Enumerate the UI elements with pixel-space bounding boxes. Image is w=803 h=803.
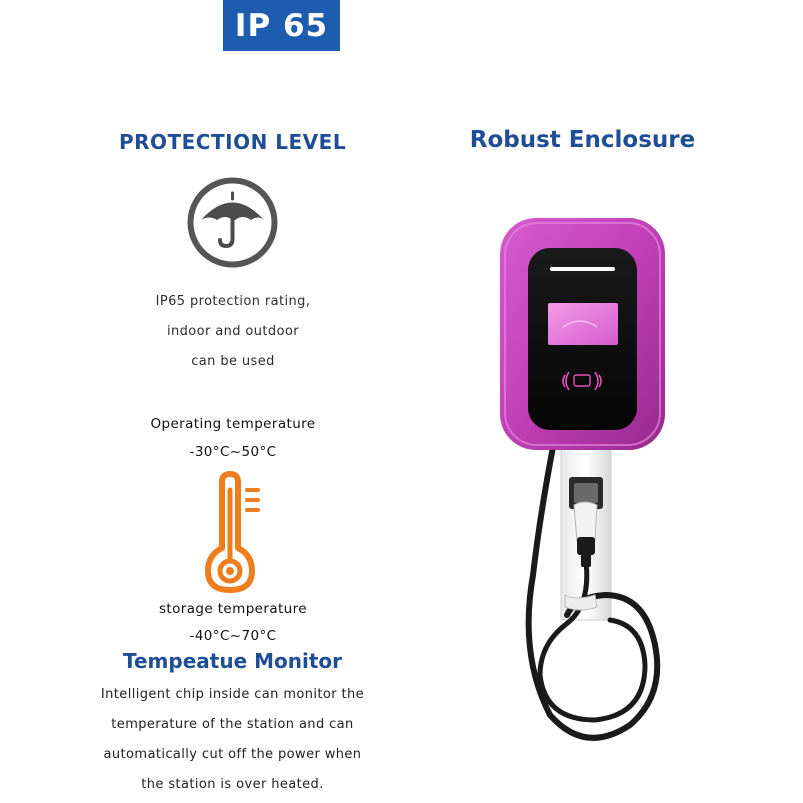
- storage-temperature-label: storage temperature: [158, 601, 308, 617]
- monitor-line-3: automatically cut off the power when: [103, 747, 362, 762]
- storage-temperature-range: -40°C~70°C: [189, 628, 277, 644]
- protection-line-1: IP65 protection rating,: [155, 294, 311, 309]
- umbrella-icon: [185, 175, 280, 270]
- ev-charger-image: [495, 215, 670, 760]
- protection-line-3: can be used: [191, 354, 275, 369]
- robust-enclosure-heading: Robust Enclosure: [469, 127, 696, 153]
- monitor-line-1: Intelligent chip inside can monitor the: [100, 687, 365, 702]
- monitor-line-4: the station is over heated.: [141, 777, 324, 792]
- temperature-monitor-heading: Tempeatue Monitor: [123, 649, 342, 673]
- operating-temperature-label: Operating temperature: [150, 416, 316, 432]
- monitor-line-2: temperature of the station and can: [111, 717, 354, 732]
- protection-line-2: indoor and outdoor: [166, 324, 300, 339]
- thermometer-icon: [200, 470, 270, 595]
- operating-temperature-range: -30°C~50°C: [189, 444, 277, 460]
- ip-rating-label: IP 65: [234, 7, 329, 44]
- protection-level-heading: PROTECTION LEVEL: [118, 130, 347, 154]
- ip-rating-badge: [223, 0, 340, 51]
